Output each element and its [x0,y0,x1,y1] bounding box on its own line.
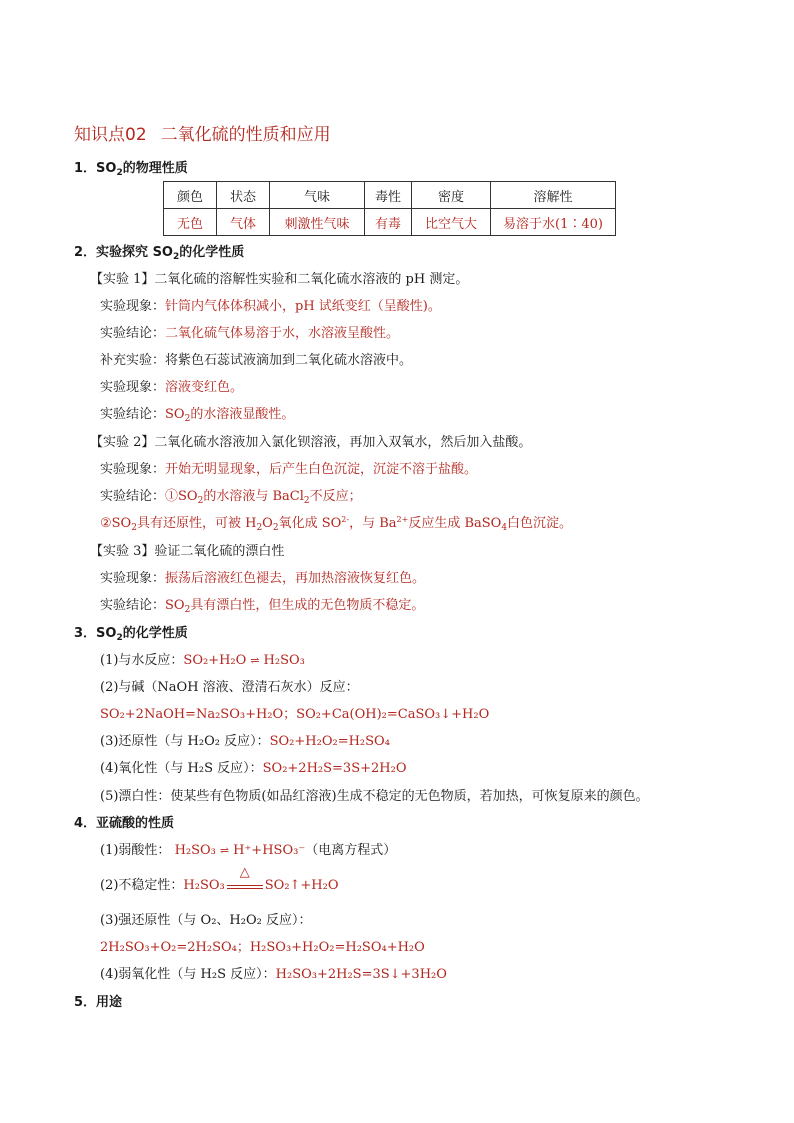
title-name: 二氧化硫的性质和应用 [160,125,331,145]
acid-instability: (2)不稳定性：H₂SO₃ △ SO₂↑+H₂O [100,865,339,893]
exp2-phenomenon: 实验现象：开始无明显现象，后产生白色沉淀，沉淀不溶于盐酸。 [100,462,478,477]
reversible-arrow-icon: ⇌ [219,844,230,857]
section-4-heading: 4．亚硫酸的性质 [74,816,175,831]
title-code: 知识点02 [74,125,147,145]
page-title [74,120,331,145]
exp1-conclusion-2: 实验结论：$SO_2$的水溶液显酸性。 [100,407,295,424]
exp1-phenomenon-2: 实验现象：溶液变红色。 [100,380,244,395]
table-cell: 刺激性气味 [270,209,365,236]
table-header-cell: 气味 [270,182,365,209]
table-cell: 比空气大 [412,209,491,236]
chem-base-reaction-label: (2)与碱（NaOH 溶液、澄清石灰水）反应： [100,680,359,695]
section-3-heading: 3．$SO_2$的化学性质 [74,626,188,643]
section-1-heading: 1．$SO_2$的物理性质 [74,161,188,178]
exp2-conclusion-2: $②SO_2$具有还原性，可被 $H_2O_2$氧化成 $SO^{2-}$，与 $Ba^{2+}$反应生成 BaSO$_4$白色沉淀。 [100,515,573,533]
exp3-phenomenon: 实验现象：振荡后溶液红色褪去，再加热溶液恢复红色。 [100,571,426,586]
section-2-heading: 2．实验探究 $SO_2$的化学性质 [74,245,245,262]
chem-water-reaction: (1)与水反应：SO₂+H₂O ⇌ H₂SO₃ [100,653,305,668]
heating-arrow-icon: △ [227,879,263,889]
table-header-cell: 密度 [412,182,491,209]
acid-strong-reducibility-label: (3)强还原性（与 O₂、H₂O₂ 反应）： [100,913,312,928]
table-cell: 无色 [164,209,217,236]
acid-weak-acidity: (1)弱酸性： H₂SO₃ ⇌ H⁺+HSO₃⁻（电离方程式） [100,843,397,858]
exp3-conclusion: 实验结论：$SO_2$具有漂白性，但生成的无色物质不稳定。 [100,598,425,615]
exp3-intro: 【实验 3】验证二氧化硫的漂白性 [90,544,285,559]
table-cell: 易溶于水(1∶40) [491,209,616,236]
chem-base-reaction-eq: SO₂+2NaOH=Na₂SO₃+H₂O；SO₂+Ca(OH)₂=CaSO₃↓+H₂O [100,707,490,722]
table-header-cell: 溶解性 [491,182,616,209]
reversible-arrow-icon: ⇌ [250,654,260,667]
table-header-cell: 毒性 [365,182,412,209]
table-header-row [164,182,616,209]
exp1-conclusion: 实验结论：二氧化硫气体易溶于水，水溶液呈酸性。 [100,326,400,341]
chem-reducibility: (3)还原性（与 H₂O₂ 反应）：SO₂+H₂O₂=H₂SO₄ [100,734,390,749]
acid-weak-oxidizability: (4)弱氧化性（与 H₂S 反应）：H₂SO₃+2H₂S=3S↓+3H₂O [100,967,447,982]
chem-bleaching: (5)漂白性：使某些有色物质(如品红溶液)生成不稳定的无色物质，若加热，可恢复原来的颜色。 [100,789,649,804]
acid-strong-reducibility-eq: 2H₂SO₃+O₂=2H₂SO₄；H₂SO₃+H₂O₂=H₂SO₄+H₂O [100,940,425,955]
exp1-intro: 【实验 1】二氧化硫的溶解性实验和二氧化硫水溶液的 pH 测定。 [90,272,469,287]
table-header-cell: 颜色 [164,182,217,209]
table-cell: 气体 [217,209,270,236]
table-row [164,209,616,236]
physical-property-table [163,181,616,236]
table-header-cell: 状态 [217,182,270,209]
exp1-supplement: 补充实验：将紫色石蕊试液滴加到二氧化硫水溶液中。 [100,353,413,368]
exp1-phenomenon: 实验现象：针筒内气体体积减小，pH 试纸变红（呈酸性)。 [100,299,441,314]
table-cell: 有毒 [365,209,412,236]
exp2-conclusion: 实验结论：$①SO_2$的水溶液与 BaCl$_2$不反应； [100,489,362,506]
section-5-heading: 5．用途 [74,995,123,1010]
exp2-intro: 【实验 2】二氧化硫水溶液加入氯化钡溶液，再加入双氧水，然后加入盐酸。 [90,435,532,450]
chem-oxidizability: (4)氧化性（与 H₂S 反应）：SO₂+2H₂S=3S+2H₂O [100,761,407,776]
